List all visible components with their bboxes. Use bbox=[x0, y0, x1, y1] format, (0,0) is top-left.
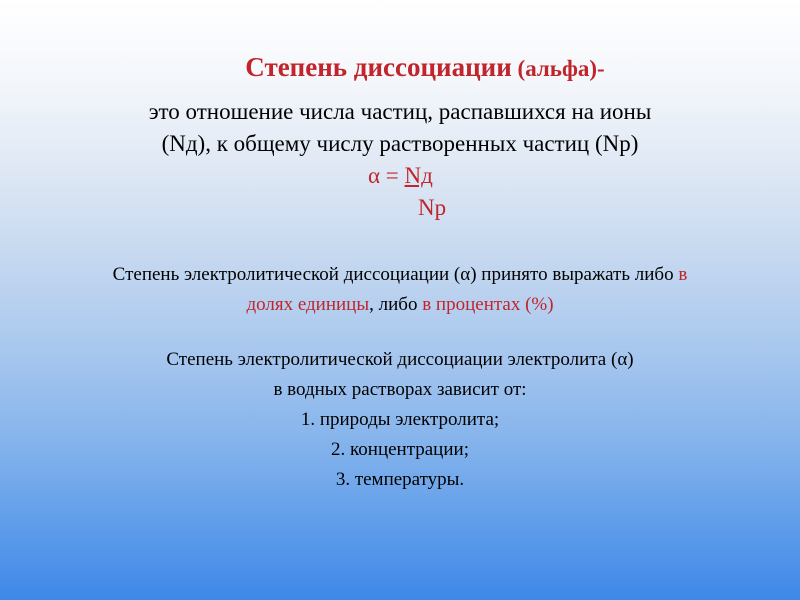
slide-title bbox=[0, 50, 800, 86]
definition-text bbox=[0, 96, 800, 160]
expression-percent: в процентах (%) bbox=[422, 294, 554, 315]
formula-lhs: α = bbox=[368, 163, 405, 188]
title-main: Степень диссоциации bbox=[245, 52, 512, 82]
expression-in-word: в bbox=[678, 264, 688, 285]
formula-numerator: Nд bbox=[404, 163, 433, 188]
formula-numerator-row bbox=[368, 160, 433, 192]
list-item: 3. температуры. bbox=[335, 469, 465, 490]
title-suffix: (альфа)- bbox=[511, 56, 605, 81]
definition-line-2: (Nд), к общему числу растворенных частиц (Nр) bbox=[161, 131, 639, 156]
formula-denominator: Nр bbox=[418, 195, 447, 220]
definition-line-1: это отношение числа частиц, распавшихся на ионы bbox=[148, 99, 652, 124]
expression-text-1: Степень электролитической диссоциации (α) принято выражать либо bbox=[112, 264, 679, 285]
expression-line-1 bbox=[0, 260, 800, 290]
dependence-line-1: Степень электролитической диссоциации электролита (α) bbox=[166, 349, 634, 370]
list-item: 1. природы электролита; bbox=[300, 409, 500, 430]
list-item: 2. концентрации; bbox=[331, 439, 469, 460]
dependence-paragraph bbox=[0, 345, 800, 495]
expression-paragraph bbox=[0, 260, 800, 320]
expression-line-2 bbox=[0, 290, 800, 320]
expression-fractions: долях единицы bbox=[246, 294, 370, 315]
expression-text-2: , либо bbox=[369, 294, 423, 315]
dependence-line-2: в водных растворах зависит от: bbox=[273, 379, 527, 400]
